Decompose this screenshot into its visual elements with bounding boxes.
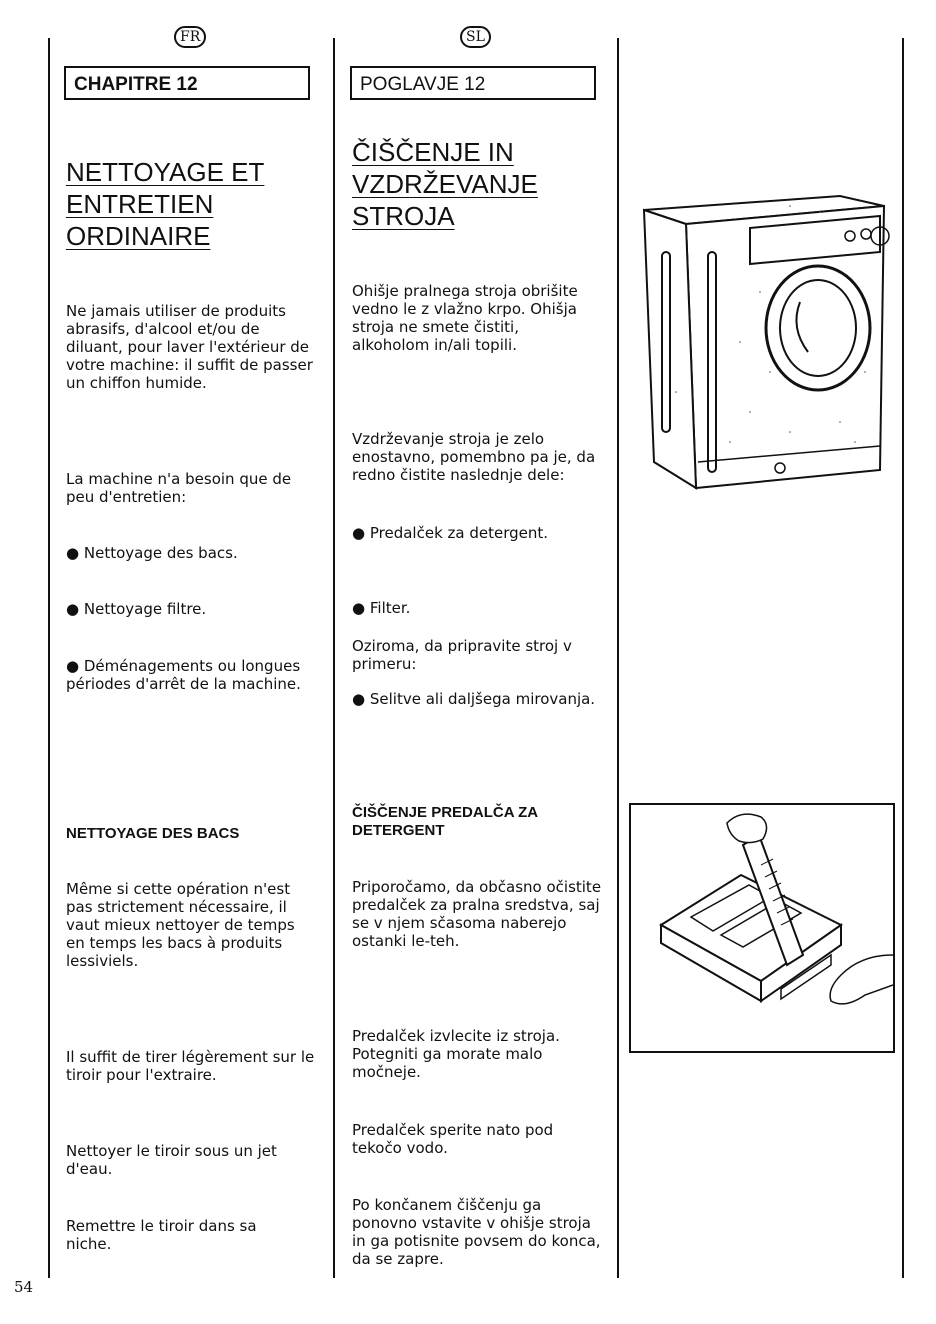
fr-bullet-filter: ● Nettoyage filtre. <box>66 600 207 618</box>
fr-paragraph-rinse-drawer: Nettoyer le tiroir sous un jet d'eau. <box>66 1142 277 1178</box>
fr-paragraph-pull-drawer: Il suffit de tirer légèrement sur le tiroir pour l'extraire. <box>66 1048 315 1084</box>
sl-paragraph-maintenance-intro: Vzdrževanje stroja je zelo enostavno, pomembno pa je, da redno čistite naslednje dele: <box>352 430 596 484</box>
sl-page-title: ČIŠČENJE IN VZDRŽEVANJE STROJA <box>352 137 538 231</box>
page-number: 54 <box>14 1278 34 1296</box>
sl-language-badge: SL <box>460 26 491 48</box>
bullet-icon: ● <box>66 544 80 562</box>
fr-page-title: NETTOYAGE ET ENTRETIEN ORDINAIRE <box>66 157 265 251</box>
fr-language-badge: FR <box>174 26 206 48</box>
sl-bullet-drawer: ● Predalček za detergent. <box>352 524 549 542</box>
sl-subheading-drawer: ČIŠČENJE PREDALČA ZA DETERGENT <box>352 804 538 839</box>
detergent-drawer-icon <box>629 803 895 1053</box>
sl-bullet-filter: ● Filter. <box>352 599 411 617</box>
sl-paragraph-pull-drawer: Predalček izvlecite iz stroja. Potegniti ga morate malo močneje. <box>352 1027 560 1081</box>
sl-chapter-heading: POGLAVJE 12 <box>350 66 596 100</box>
fr-paragraph-maintenance-intro: La machine n'a besoin que de peu d'entretien: <box>66 470 292 506</box>
right-column-rule <box>617 38 619 1278</box>
center-column-rule <box>333 38 335 1278</box>
bullet-icon: ● <box>352 599 366 617</box>
washing-machine-icon <box>640 192 890 492</box>
sl-paragraph-drawer-cleaning: Priporočamo, da občasno očistite predalček za pralna sredstva, saj se v njem sčasoma naberejo ostanki le-teh. <box>352 878 602 950</box>
fr-paragraph-drawer-cleaning: Même si cette opération n'est pas strictement nécessaire, il vaut mieux nettoyer de temps en temps les bacs à produits lessiviels. <box>66 880 295 970</box>
fr-bullet-moving: ● Déménagements ou longues périodes d'arrêt de la machine. <box>66 657 301 693</box>
bullet-icon: ● <box>352 690 366 708</box>
fr-chapter-heading: CHAPITRE 12 <box>64 66 310 100</box>
bullet-icon: ● <box>352 524 366 542</box>
fr-paragraph-replace-drawer: Remettre le tiroir dans sa niche. <box>66 1217 257 1253</box>
fr-bullet-drawers: ● Nettoyage des bacs. <box>66 544 238 562</box>
sl-bullet-moving: ● Selitve ali daljšega mirovanja. <box>352 690 596 708</box>
sl-paragraph-prepare: Oziroma, da pripravite stroj v primeru: <box>352 637 572 673</box>
bullet-icon: ● <box>66 600 80 618</box>
left-margin-rule <box>48 38 50 1278</box>
fr-subheading-drawers: NETTOYAGE DES BACS <box>66 825 240 842</box>
sl-paragraph-rinse-drawer: Predalček sperite nato pod tekočo vodo. <box>352 1121 554 1157</box>
right-margin-rule <box>902 38 904 1278</box>
fr-paragraph-exterior-cleaning: Ne jamais utiliser de produits abrasifs, d'alcool et/ou de diluant, pour laver l'extérieur de votre machine: il suffit de passer un chiffon humide. <box>66 302 313 392</box>
sl-paragraph-replace-drawer: Po končanem čiščenju ga ponovno vstavite v ohišje stroja in ga potisnite povsem do konca, da se zapre. <box>352 1196 601 1268</box>
sl-paragraph-exterior-cleaning: Ohišje pralnega stroja obrišite vedno le z vlažno krpo. Ohišja stroja ne smete čistiti, alkoholom in/ali topili. <box>352 282 578 354</box>
bullet-icon: ● <box>66 657 80 675</box>
